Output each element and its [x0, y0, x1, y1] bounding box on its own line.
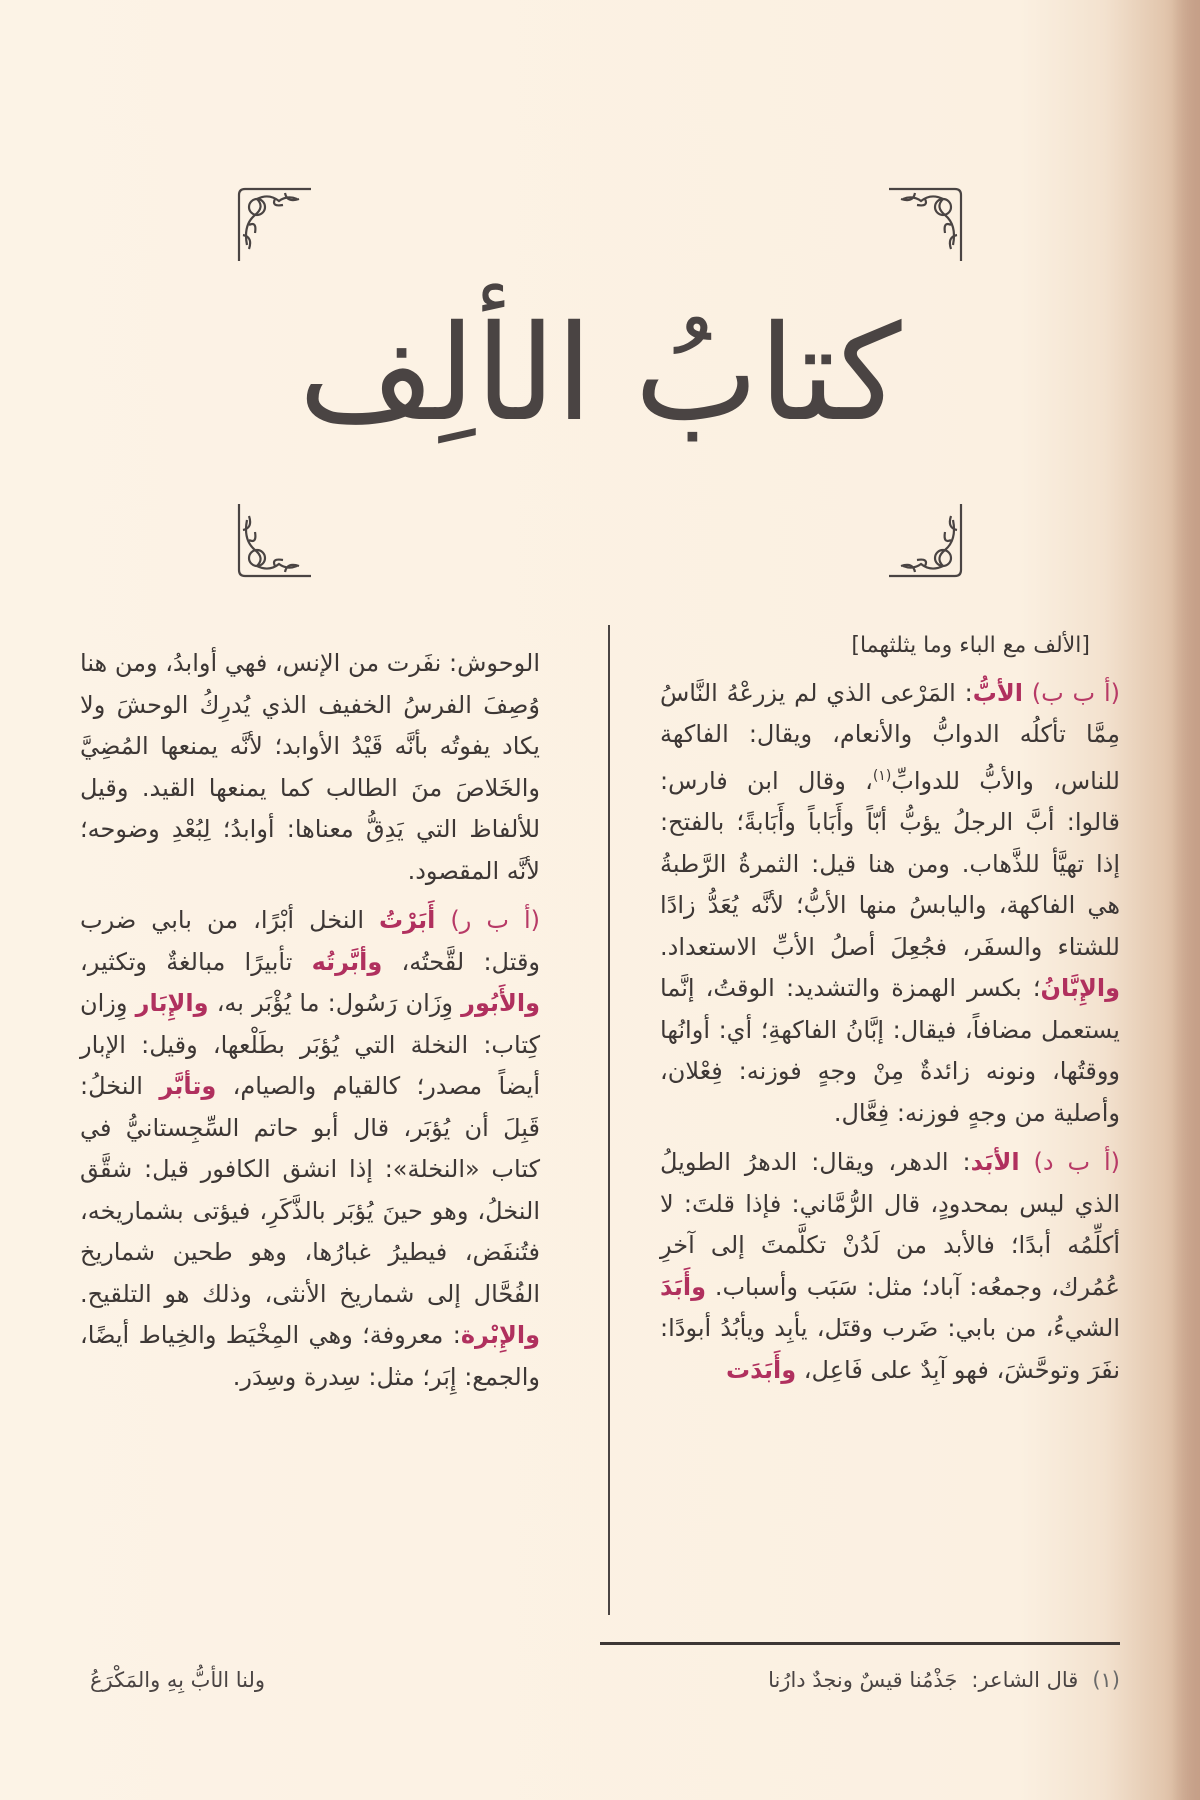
entry-text: وِزَان رَسُول: ما يُؤْبَر به، [208, 989, 462, 1017]
ornament-corner-icon [885, 500, 965, 580]
entry-text: : المَرْعى الذي لم يزرعْهُ النَّاسُ مِمَّا تأكلُه الدوابُّ والأنعام، ويقال: الفاكهة للناس، والأبُّ للدوابِّ [660, 678, 1120, 795]
entry-keyword: والإِبَّانُ [1040, 974, 1120, 1002]
footnote-first-half [768, 1668, 1120, 1692]
entry-text: تأبيرًا مبالغةٌ وتكثير، [80, 947, 312, 976]
entry-keyword: وأبَّرتُه [311, 947, 383, 976]
column-divider [608, 625, 610, 1615]
entry-continuation [80, 643, 540, 892]
footnote-rule [600, 1642, 1120, 1645]
entry-abd [660, 1142, 1120, 1391]
ornament-corner-icon [235, 500, 315, 580]
footnote [90, 1660, 1120, 1700]
verse-hemistich-1: جَذْمُنا قيسٌ ونجدٌ دارُنا [768, 1668, 958, 1692]
entry-text: ؛ بكسر الهمزة والتشديد: الوقتُ، إنَّما يستعمل مضافاً، فيقال: إبَّانُ الفاكهةِ؛ أي: أوانُها ووقتُها، ونونه زائدةٌ مِنْ وجهٍ فوزنه: فِعْلان، وأصلية من وجهٍ فوزنه: فِعَّال. [660, 974, 1120, 1127]
entry-text: النخل أبْرًا، من بابي ضرب وقتل: لقَّحتُه، [80, 906, 541, 976]
entry-text: وِزان كِتاب: النخلة التي يُؤبَر بطَلْعها، وقيل: الإبار أيضاً مصدر؛ كالقيام والصيام، [80, 989, 541, 1100]
verse-hemistich-2: ولنا الأبُّ بِهِ والمَكْرَعُ [90, 1668, 266, 1692]
footnote-intro: قال الشاعر: [971, 1668, 1079, 1692]
entry-text: الوحوش: نفَرت من الإنس، فهي أوابدُ، ومن هنا وُصِفَ الفرسُ الخفيف الذي يُدرِكُ الوحشَ ولا يكاد يفوتُه بأنَّه قَيْدُ الأوابد؛ لأنَّه يمنعها المُضِيَّ والخَلاصَ منَ الطالب كما يمنعها القيد. وقيل للألفاظ التي يَدِقُّ معناها: أوابدُ؛ لِبُعْدِ وضوحه؛ لأنَّه المقصود. [80, 649, 540, 885]
entry-abb [660, 673, 1120, 1135]
footnote-reference[interactable]: (١) [872, 767, 892, 784]
entry-text: ، وقال ابن فارس: قالوا: أبَّ الرجلُ يؤبُّ أبّاً وأَبَاباً وأَبَابةً؛ بالفتح: إذا تهيَّأ للذَّهاب. ومن هنا قيل: الثمرةُ الرَّطبةُ هي الفاكهة، واليابسُ منها الأبُّ؛ لأنَّه يُعَدُّ زادًا للشتاء والسفَر، فجُعِلَ أصلُ الأبِّ الاستعداد. [660, 766, 1120, 961]
entry-text: : الدهر، ويقال: الدهرُ الطويلُ الذي ليس بمحدودٍ، قال الرُّمَّاني: فإذا قلتَ: لا أكلِّمُه أبدًا؛ فالأبد من لَدُنْ تكلَّمتَ إلى آخرِ عُمُرك، وجمعُه: آباد؛ مثل: سَبَب وأسباب. [660, 1148, 1120, 1301]
entry-root: (أ ب د) [1033, 1148, 1120, 1176]
entry-keyword: والإِبَار [135, 989, 209, 1017]
entry-text: : معروفة؛ وهي المِخْيَط والخِياط أيضًا، والجمع: إِبَر؛ مثل: سِدرة وسِدَر. [80, 1321, 540, 1391]
footnote-number: (١) [1092, 1668, 1120, 1692]
entry-keyword: والإِبْرة [460, 1321, 540, 1349]
ornament-corner-icon [235, 185, 315, 265]
left-column [80, 643, 540, 1406]
entry-abr [80, 900, 540, 1398]
entry-text: الشيءُ، من بابي: ضَرب وقتَل، يأبِد ويأبُدُ أبودًا: نفَرَ وتوحَّشَ، فهو آبِدٌ على فَاعِل، [660, 1314, 1120, 1384]
entry-keyword: وأَبَدَ [660, 1272, 707, 1301]
page-binding-shadow [1172, 0, 1200, 1800]
entry-keyword: وتأبَّر [159, 1072, 217, 1100]
ornament-corner-icon [885, 185, 965, 265]
entry-root: (أ ب ب) [1031, 678, 1120, 707]
two-column-body [80, 625, 1125, 1610]
entry-keyword: أَبَرْتُ [379, 906, 436, 934]
entry-text: النخلُ: قَبِلَ أن يُؤبَر، قال أبو حاتم السِّجِستانيُّ في كتاب «النخلة»: إذا انشق الكافور قيل: شقَّق النخلُ، وهو حينَ يُؤبَر بالذَّكَرِ، فيؤتى بشماريخه، فتُنفَض، فيطيرُ غبارُها، وهو طحين شماريخ الفُحَّال إلى شماريخ الأنثى، وذلك هو التلقيح. [80, 1072, 540, 1308]
title-frame [235, 185, 965, 580]
entry-root: (أ ب ر) [450, 906, 540, 934]
right-column [660, 625, 1120, 1399]
entry-keyword: الأبُّ [972, 678, 1023, 707]
entry-keyword: وأَبَدَت [726, 1355, 797, 1384]
chapter-title: كتابُ الألِف [298, 297, 902, 451]
entry-keyword: والأَبُور [461, 989, 541, 1017]
entry-keyword: الأبَد [970, 1148, 1020, 1176]
section-header: [الألف مع الباء وما يثلثهما] [851, 633, 1090, 658]
